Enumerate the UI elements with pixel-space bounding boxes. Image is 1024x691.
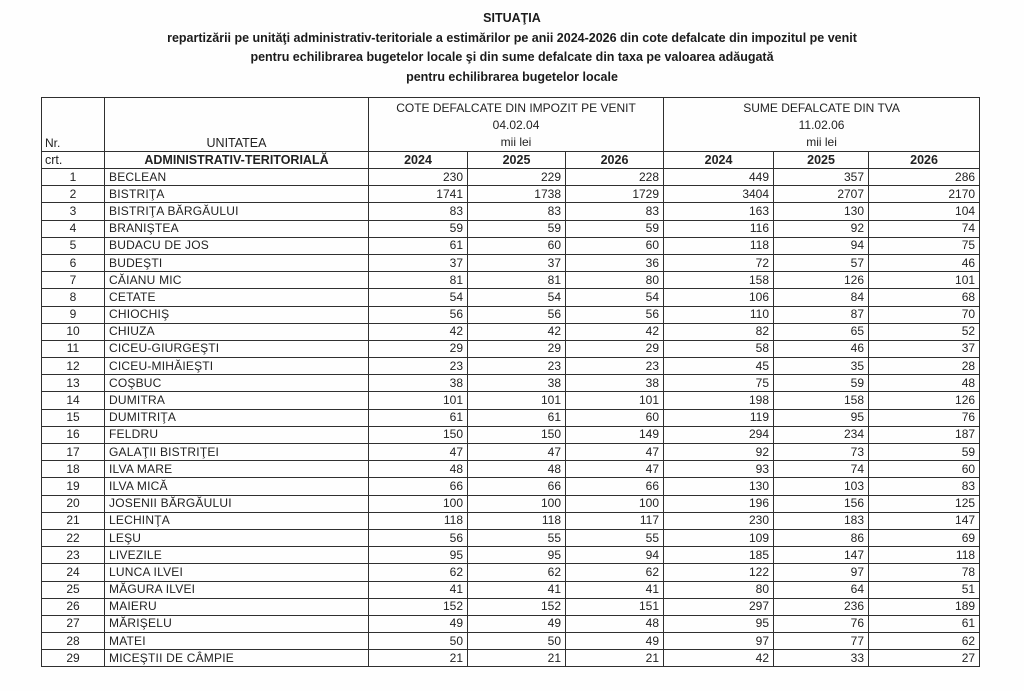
tva-2025-value: 76 — [774, 615, 869, 632]
title-line-1: SITUAŢIA — [483, 11, 541, 25]
unit-name: BISTRIŢA — [105, 186, 369, 203]
tva-2026-value: 189 — [869, 598, 980, 615]
tva-2026-value: 74 — [869, 220, 980, 237]
header-group-cote — [369, 98, 664, 152]
cote-2025-value: 48 — [468, 461, 566, 478]
title-line-2: repartizării pe unităţi administrativ-teritoriale a estimărilor pe anii 2024-2026 din cote defalcate din impozitul pe venit — [167, 30, 857, 45]
row-number: 26 — [42, 598, 105, 615]
row-number: 21 — [42, 512, 105, 529]
cote-2026-value: 54 — [566, 289, 664, 306]
row-number: 8 — [42, 289, 105, 306]
table-row — [42, 272, 980, 289]
row-number: 20 — [42, 495, 105, 512]
row-number: 22 — [42, 529, 105, 546]
cote-2026-value: 59 — [566, 220, 664, 237]
unit-name: CHIOCHIŞ — [105, 306, 369, 323]
tva-2026-value: 76 — [869, 409, 980, 426]
cote-2026-value: 1729 — [566, 186, 664, 203]
tva-2025-value: 103 — [774, 478, 869, 495]
cote-2024-value: 38 — [369, 375, 468, 392]
row-number: 9 — [42, 306, 105, 323]
row-number: 2 — [42, 186, 105, 203]
cote-2025-value: 66 — [468, 478, 566, 495]
tva-2025-value: 87 — [774, 306, 869, 323]
tva-2024-value: 110 — [664, 306, 774, 323]
header-unitatea: UNITATEA — [105, 98, 369, 152]
table-row — [42, 237, 980, 254]
tva-2024-value: 3404 — [664, 186, 774, 203]
title-line-3: pentru echilibrarea bugetelor locale şi din sume defalcate din taxa pe valoarea adăugată — [250, 50, 774, 64]
tva-2024-value: 95 — [664, 615, 774, 632]
tva-2024-value: 163 — [664, 203, 774, 220]
tva-2025-value: 156 — [774, 495, 869, 512]
cote-2024-value: 49 — [369, 615, 468, 632]
cote-2026-value: 23 — [566, 358, 664, 375]
cote-2024-value: 59 — [369, 220, 468, 237]
table-row — [42, 529, 980, 546]
tva-2025-value: 84 — [774, 289, 869, 306]
tva-2024-value: 116 — [664, 220, 774, 237]
unit-name: MICEŞTII DE CÂMPIE — [105, 650, 369, 667]
tva-2026-value: 125 — [869, 495, 980, 512]
table-body — [42, 169, 980, 667]
header-cote-year-2024: 2024 — [369, 152, 468, 169]
table-row — [42, 547, 980, 564]
cote-2025-value: 23 — [468, 358, 566, 375]
tva-2025-value: 357 — [774, 169, 869, 186]
tva-2025-value: 35 — [774, 358, 869, 375]
tva-2025-value: 94 — [774, 237, 869, 254]
tva-2026-value: 62 — [869, 633, 980, 650]
tva-2026-value: 70 — [869, 306, 980, 323]
tva-2025-value: 86 — [774, 529, 869, 546]
cote-2025-value: 150 — [468, 426, 566, 443]
cote-2026-value: 60 — [566, 237, 664, 254]
tva-2026-value: 118 — [869, 547, 980, 564]
cote-2025-value: 47 — [468, 444, 566, 461]
row-number: 1 — [42, 169, 105, 186]
cote-2026-value: 55 — [566, 529, 664, 546]
tva-2024-value: 42 — [664, 650, 774, 667]
table-row — [42, 169, 980, 186]
cote-2025-value: 229 — [468, 169, 566, 186]
cote-2025-value: 37 — [468, 254, 566, 271]
cote-2024-value: 41 — [369, 581, 468, 598]
row-number: 17 — [42, 444, 105, 461]
row-number: 11 — [42, 340, 105, 357]
cote-2026-value: 38 — [566, 375, 664, 392]
row-number: 19 — [42, 478, 105, 495]
tva-2024-value: 58 — [664, 340, 774, 357]
tva-2026-value: 51 — [869, 581, 980, 598]
unit-name: MĂRIŞELU — [105, 615, 369, 632]
tva-2025-value: 147 — [774, 547, 869, 564]
unit-name: DUMITRA — [105, 392, 369, 409]
tva-2026-value: 37 — [869, 340, 980, 357]
table-row — [42, 289, 980, 306]
cote-2024-value: 23 — [369, 358, 468, 375]
tva-2024-value: 72 — [664, 254, 774, 271]
header-admin-teritoriala: ADMINISTRATIV-TERITORIALĂ — [105, 152, 369, 169]
cote-2024-value: 54 — [369, 289, 468, 306]
unit-name: JOSENII BĂRGĂULUI — [105, 495, 369, 512]
cote-2026-value: 151 — [566, 598, 664, 615]
group-cote-code: 04.02.04 — [492, 118, 540, 132]
header-year-row — [42, 152, 980, 169]
cote-2024-value: 152 — [369, 598, 468, 615]
tva-2026-value: 75 — [869, 237, 980, 254]
cote-2024-value: 47 — [369, 444, 468, 461]
unit-name: ILVA MICĂ — [105, 478, 369, 495]
cote-2026-value: 94 — [566, 547, 664, 564]
table-row — [42, 478, 980, 495]
tva-2025-value: 158 — [774, 392, 869, 409]
cote-2025-value: 100 — [468, 495, 566, 512]
allocation-table — [41, 97, 980, 667]
cote-2026-value: 21 — [566, 650, 664, 667]
table-row — [42, 598, 980, 615]
cote-2024-value: 101 — [369, 392, 468, 409]
table-row — [42, 340, 980, 357]
cote-2025-value: 21 — [468, 650, 566, 667]
table-row — [42, 323, 980, 340]
tva-2025-value: 2707 — [774, 186, 869, 203]
tva-2024-value: 45 — [664, 358, 774, 375]
unit-name: FELDRU — [105, 426, 369, 443]
unit-name: DUMITRIŢA — [105, 409, 369, 426]
tva-2025-value: 236 — [774, 598, 869, 615]
cote-2026-value: 80 — [566, 272, 664, 289]
cote-2026-value: 41 — [566, 581, 664, 598]
cote-2024-value: 66 — [369, 478, 468, 495]
cote-2025-value: 83 — [468, 203, 566, 220]
row-number: 16 — [42, 426, 105, 443]
unit-name: GALAŢII BISTRIŢEI — [105, 444, 369, 461]
tva-2024-value: 122 — [664, 564, 774, 581]
cote-2024-value: 61 — [369, 237, 468, 254]
unit-name: CICEU-MIHĂIEŞTI — [105, 358, 369, 375]
tva-2025-value: 33 — [774, 650, 869, 667]
cote-2026-value: 228 — [566, 169, 664, 186]
table-row — [42, 409, 980, 426]
tva-2026-value: 2170 — [869, 186, 980, 203]
tva-2026-value: 286 — [869, 169, 980, 186]
cote-2025-value: 50 — [468, 633, 566, 650]
tva-2024-value: 196 — [664, 495, 774, 512]
tva-2024-value: 93 — [664, 461, 774, 478]
tva-2026-value: 68 — [869, 289, 980, 306]
cote-2025-value: 54 — [468, 289, 566, 306]
tva-2026-value: 147 — [869, 512, 980, 529]
row-number: 23 — [42, 547, 105, 564]
table-row — [42, 306, 980, 323]
unit-name: BRANIŞTEA — [105, 220, 369, 237]
tva-2026-value: 101 — [869, 272, 980, 289]
cote-2025-value: 61 — [468, 409, 566, 426]
cote-2024-value: 118 — [369, 512, 468, 529]
cote-2024-value: 150 — [369, 426, 468, 443]
cote-2024-value: 61 — [369, 409, 468, 426]
tva-2024-value: 97 — [664, 633, 774, 650]
unit-name: ILVA MARE — [105, 461, 369, 478]
tva-2025-value: 183 — [774, 512, 869, 529]
tva-2025-value: 234 — [774, 426, 869, 443]
unit-name: LUNCA ILVEI — [105, 564, 369, 581]
tva-2024-value: 198 — [664, 392, 774, 409]
tva-2026-value: 46 — [869, 254, 980, 271]
cote-2025-value: 60 — [468, 237, 566, 254]
tva-2026-value: 48 — [869, 375, 980, 392]
title-line-4: pentru echilibrarea bugetelor locale — [406, 69, 618, 84]
tva-2026-value: 69 — [869, 529, 980, 546]
table-row — [42, 633, 980, 650]
cote-2025-value: 152 — [468, 598, 566, 615]
tva-2025-value: 77 — [774, 633, 869, 650]
row-number: 28 — [42, 633, 105, 650]
table-row — [42, 495, 980, 512]
cote-2026-value: 48 — [566, 615, 664, 632]
tva-2024-value: 82 — [664, 323, 774, 340]
table-row — [42, 650, 980, 667]
cote-2025-value: 95 — [468, 547, 566, 564]
tva-2025-value: 92 — [774, 220, 869, 237]
table-row — [42, 220, 980, 237]
cote-2024-value: 95 — [369, 547, 468, 564]
tva-2025-value: 130 — [774, 203, 869, 220]
unit-name: BUDACU DE JOS — [105, 237, 369, 254]
header-tva-year-2026: 2026 — [869, 152, 980, 169]
unit-name: BISTRIŢA BĂRGĂULUI — [105, 203, 369, 220]
header-crt: crt. — [42, 152, 105, 169]
table-row — [42, 564, 980, 581]
table-row — [42, 615, 980, 632]
table-row — [42, 426, 980, 443]
tva-2026-value: 52 — [869, 323, 980, 340]
tva-2024-value: 297 — [664, 598, 774, 615]
cote-2024-value: 83 — [369, 203, 468, 220]
header-group-tva — [664, 98, 980, 152]
cote-2026-value: 36 — [566, 254, 664, 271]
cote-2025-value: 118 — [468, 512, 566, 529]
cote-2026-value: 149 — [566, 426, 664, 443]
cote-2025-value: 1738 — [468, 186, 566, 203]
tva-2026-value: 28 — [869, 358, 980, 375]
tva-2024-value: 185 — [664, 547, 774, 564]
tva-2026-value: 104 — [869, 203, 980, 220]
cote-2024-value: 100 — [369, 495, 468, 512]
tva-2024-value: 130 — [664, 478, 774, 495]
unit-name: LIVEZILE — [105, 547, 369, 564]
unit-name: CETATE — [105, 289, 369, 306]
tva-2024-value: 80 — [664, 581, 774, 598]
unit-name: COŞBUC — [105, 375, 369, 392]
cote-2025-value: 49 — [468, 615, 566, 632]
cote-2025-value: 55 — [468, 529, 566, 546]
tva-2026-value: 187 — [869, 426, 980, 443]
cote-2025-value: 59 — [468, 220, 566, 237]
cote-2024-value: 21 — [369, 650, 468, 667]
tva-2025-value: 65 — [774, 323, 869, 340]
cote-2024-value: 56 — [369, 306, 468, 323]
tva-2024-value: 118 — [664, 237, 774, 254]
cote-2026-value: 83 — [566, 203, 664, 220]
cote-2024-value: 62 — [369, 564, 468, 581]
cote-2024-value: 81 — [369, 272, 468, 289]
tva-2026-value: 27 — [869, 650, 980, 667]
cote-2026-value: 60 — [566, 409, 664, 426]
tva-2024-value: 109 — [664, 529, 774, 546]
header-tva-year-2024: 2024 — [664, 152, 774, 169]
table-row — [42, 392, 980, 409]
row-number: 10 — [42, 323, 105, 340]
table-row — [42, 375, 980, 392]
group-tva-code: 11.02.06 — [798, 118, 845, 132]
tva-2024-value: 106 — [664, 289, 774, 306]
tva-2026-value: 61 — [869, 615, 980, 632]
unit-name: LECHINŢA — [105, 512, 369, 529]
tva-2025-value: 57 — [774, 254, 869, 271]
cote-2025-value: 81 — [468, 272, 566, 289]
unit-name: MAIERU — [105, 598, 369, 615]
header-nr: Nr. — [42, 98, 105, 152]
header-group-row — [42, 98, 980, 152]
row-number: 18 — [42, 461, 105, 478]
cote-2026-value: 56 — [566, 306, 664, 323]
tva-2024-value: 158 — [664, 272, 774, 289]
cote-2024-value: 50 — [369, 633, 468, 650]
unit-name: CĂIANU MIC — [105, 272, 369, 289]
cote-2026-value: 100 — [566, 495, 664, 512]
cote-2025-value: 56 — [468, 306, 566, 323]
cote-2026-value: 49 — [566, 633, 664, 650]
table-row — [42, 254, 980, 271]
row-number: 27 — [42, 615, 105, 632]
tva-2025-value: 74 — [774, 461, 869, 478]
row-number: 4 — [42, 220, 105, 237]
cote-2026-value: 117 — [566, 512, 664, 529]
unit-name: CHIUZA — [105, 323, 369, 340]
tva-2025-value: 64 — [774, 581, 869, 598]
row-number: 7 — [42, 272, 105, 289]
document-title — [0, 9, 1024, 87]
tva-2025-value: 59 — [774, 375, 869, 392]
cote-2024-value: 230 — [369, 169, 468, 186]
cote-2026-value: 42 — [566, 323, 664, 340]
cote-2026-value: 101 — [566, 392, 664, 409]
cote-2024-value: 48 — [369, 461, 468, 478]
cote-2026-value: 66 — [566, 478, 664, 495]
unit-name: MATEI — [105, 633, 369, 650]
tva-2025-value: 95 — [774, 409, 869, 426]
table-row — [42, 581, 980, 598]
cote-2025-value: 38 — [468, 375, 566, 392]
header-tva-year-2025: 2025 — [774, 152, 869, 169]
cote-2025-value: 42 — [468, 323, 566, 340]
table-row — [42, 203, 980, 220]
table-row — [42, 512, 980, 529]
cote-2024-value: 56 — [369, 529, 468, 546]
cote-2025-value: 101 — [468, 392, 566, 409]
row-number: 5 — [42, 237, 105, 254]
tva-2024-value: 294 — [664, 426, 774, 443]
unit-name: LEŞU — [105, 529, 369, 546]
tva-2024-value: 75 — [664, 375, 774, 392]
row-number: 25 — [42, 581, 105, 598]
tva-2025-value: 73 — [774, 444, 869, 461]
tva-2025-value: 97 — [774, 564, 869, 581]
table-row — [42, 358, 980, 375]
tva-2026-value: 126 — [869, 392, 980, 409]
row-number: 13 — [42, 375, 105, 392]
group-cote-title: COTE DEFALCATE DIN IMPOZIT PE VENIT — [396, 101, 636, 115]
header-cote-year-2026: 2026 — [566, 152, 664, 169]
cote-2025-value: 41 — [468, 581, 566, 598]
table-row — [42, 186, 980, 203]
cote-2025-value: 29 — [468, 340, 566, 357]
tva-2024-value: 230 — [664, 512, 774, 529]
tva-2024-value: 449 — [664, 169, 774, 186]
cote-2024-value: 37 — [369, 254, 468, 271]
tva-2026-value: 78 — [869, 564, 980, 581]
row-number: 15 — [42, 409, 105, 426]
table-row — [42, 444, 980, 461]
cote-2026-value: 47 — [566, 444, 664, 461]
tva-2026-value: 83 — [869, 478, 980, 495]
tva-2026-value: 60 — [869, 461, 980, 478]
row-number: 14 — [42, 392, 105, 409]
tva-2024-value: 92 — [664, 444, 774, 461]
unit-name: MĂGURA ILVEI — [105, 581, 369, 598]
row-number: 6 — [42, 254, 105, 271]
cote-2024-value: 29 — [369, 340, 468, 357]
group-cote-unit: mii lei — [500, 135, 532, 149]
cote-2024-value: 1741 — [369, 186, 468, 203]
header-cote-year-2025: 2025 — [468, 152, 566, 169]
cote-2026-value: 29 — [566, 340, 664, 357]
tva-2026-value: 59 — [869, 444, 980, 461]
cote-2024-value: 42 — [369, 323, 468, 340]
cote-2026-value: 47 — [566, 461, 664, 478]
tva-2024-value: 119 — [664, 409, 774, 426]
tva-2025-value: 46 — [774, 340, 869, 357]
cote-2026-value: 62 — [566, 564, 664, 581]
row-number: 12 — [42, 358, 105, 375]
group-tva-unit: mii lei — [806, 135, 837, 149]
row-number: 29 — [42, 650, 105, 667]
row-number: 24 — [42, 564, 105, 581]
table-row — [42, 461, 980, 478]
row-number: 3 — [42, 203, 105, 220]
unit-name: CICEU-GIURGEŞTI — [105, 340, 369, 357]
cote-2025-value: 62 — [468, 564, 566, 581]
unit-name: BECLEAN — [105, 169, 369, 186]
group-tva-title: SUME DEFALCATE DIN TVA — [743, 101, 900, 115]
tva-2025-value: 126 — [774, 272, 869, 289]
unit-name: BUDEŞTI — [105, 254, 369, 271]
